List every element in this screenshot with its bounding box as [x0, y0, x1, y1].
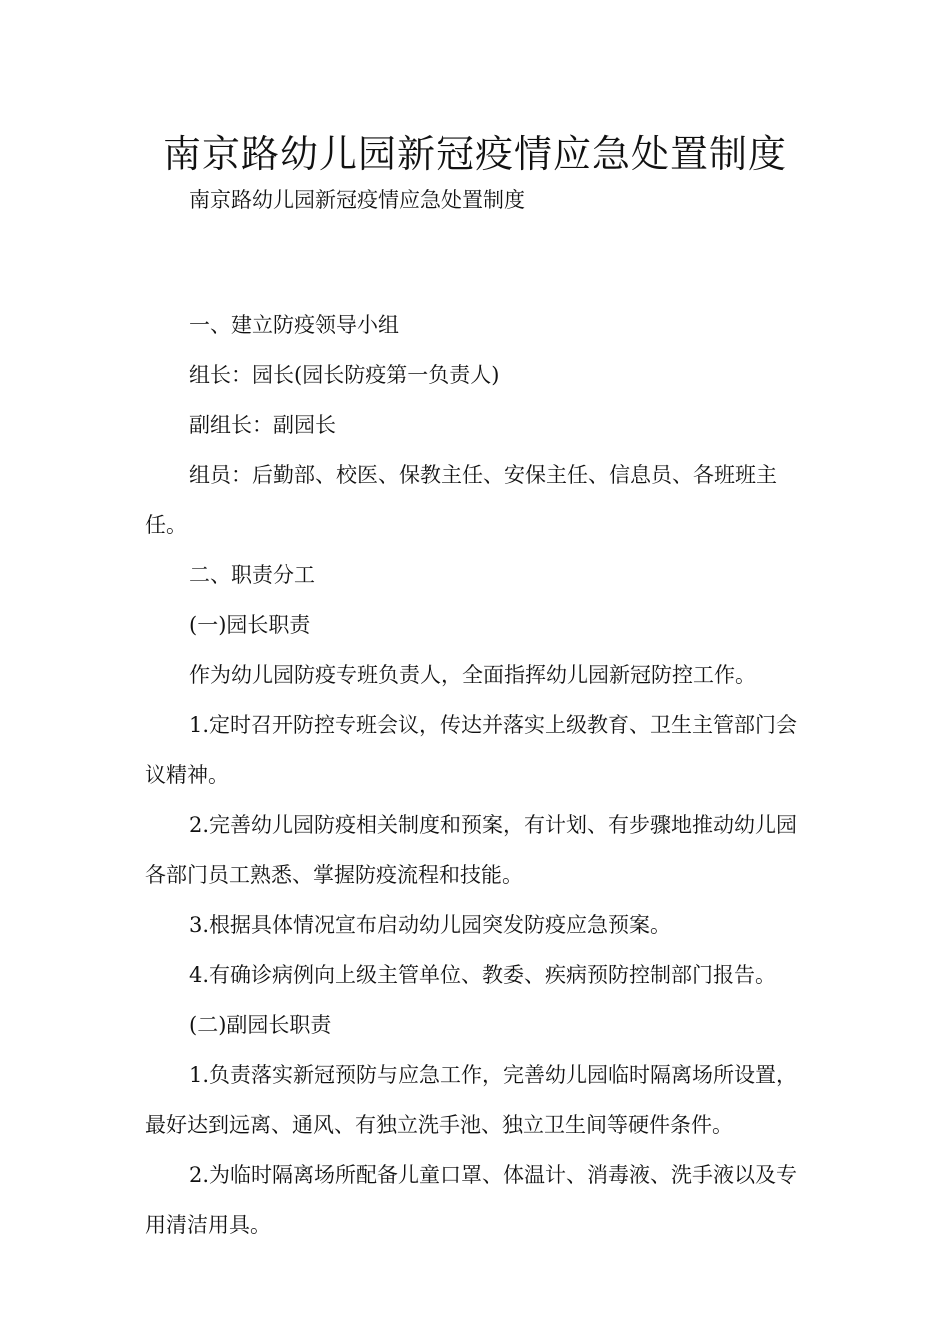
subheading-principal-duties: (一)园长职责 [189, 613, 311, 637]
subheading-deputy-duties: (二)副园长职责 [189, 1013, 332, 1037]
paragraph-team-leader: 组长：园长(园长防疫第一负责人) [189, 363, 500, 387]
paragraph-principal-item-4: 4.有确诊病例向上级主管单位、教委、疾病预防控制部门报告。 [189, 963, 777, 987]
paragraph-principal-item-2: 2.完善幼儿园防疫相关制度和预案，有计划、有步骤地推动幼儿园各部门员工熟悉、掌握防疫流程和技能。 [145, 813, 798, 887]
paragraph-deputy-leader: 副组长：副园长 [189, 413, 336, 437]
spacer [145, 275, 810, 300]
section-heading-leadership-group: 一、建立防疫领导小组 [189, 313, 399, 337]
document-title: 南京路幼儿园新冠疫情应急处置制度 [162, 132, 787, 176]
document-body [145, 175, 810, 1250]
paragraph-deputy-item-1: 1.负责落实新冠预防与应急工作，完善幼儿园临时隔离场所设置，最好达到远离、通风、有独立洗手池、独立卫生间等硬件条件。 [145, 1063, 798, 1137]
paragraph-principal-item-1: 1.定时召开防控专班会议，传达并落实上级教育、卫生主管部门会议精神。 [145, 713, 798, 787]
paragraph-principal-item-3: 3.根据具体情况宣布启动幼儿园突发防疫应急预案。 [189, 913, 672, 937]
paragraph-deputy-item-2: 2.为临时隔离场所配备儿童口罩、体温计、消毒液、洗手液以及专用清洁用具。 [145, 1163, 798, 1237]
paragraph-principal-overview: 作为幼儿园防疫专班负责人，全面指挥幼儿园新冠防控工作。 [189, 663, 756, 687]
spacer [145, 225, 810, 275]
section-heading-duties: 二、职责分工 [189, 563, 315, 587]
document-subtitle: 南京路幼儿园新冠疫情应急处置制度 [189, 188, 525, 212]
paragraph-members: 组员：后勤部、校医、保教主任、安保主任、信息员、各班班主任。 [145, 463, 777, 537]
